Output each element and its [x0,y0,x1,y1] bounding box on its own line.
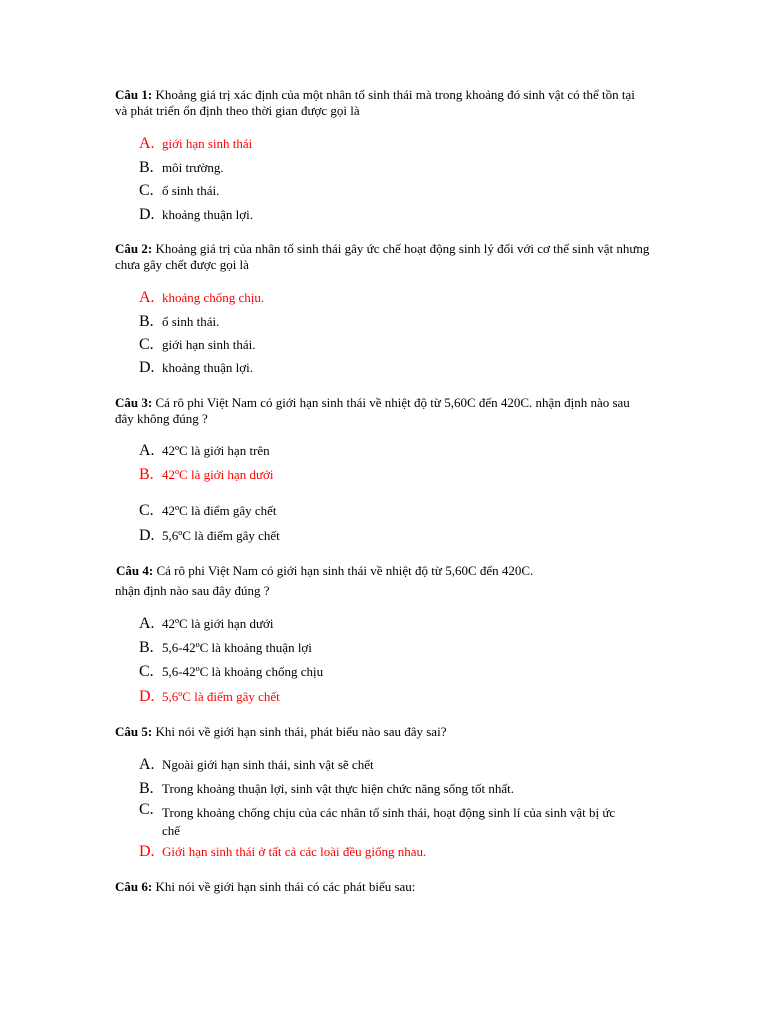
option-b [139,640,649,656]
option-c [139,183,649,199]
option-letter: D. [139,527,155,544]
option-text: giới hạn sinh thái. [162,337,256,352]
option-text: 5,6ºC là điểm gây chết [162,528,280,543]
option-letter: B. [139,780,154,797]
option-text: 5,6-42ºC là khoảng chống chịu [162,664,324,679]
question-6 [115,879,650,895]
option-a [139,616,649,632]
option-text: ổ sinh thái. [162,314,220,329]
question-4 [116,563,651,579]
option-text: 42ºC là giới hạn dưới [162,467,274,482]
option-text: 42ºC là giới hạn trên [162,443,270,458]
option-a [139,290,649,306]
option-letter: A. [139,756,155,773]
option-letter: B. [139,639,154,656]
option-c [139,503,649,519]
option-letter: D. [139,688,155,705]
option-d [139,844,649,860]
option-letter: B. [139,466,154,483]
option-d [139,528,649,544]
option-letter: A. [139,442,155,459]
question-label: Câu 1: [115,87,153,102]
question-5 [115,724,650,740]
question-text: Khi nói về giới hạn sinh thái có các phát biểu sau: [155,879,416,894]
option-letter: C. [139,336,154,353]
option-b [139,467,649,483]
option-text: Giới hạn sinh thái ở tất cả các loài đều giống nhau. [162,844,427,859]
question-text: Khoảng giá trị xác định của một nhân tố sinh thái mà trong khoảng đó sinh vật có thể tồn tại và phát triển ổn định theo thời gian được gọi là [115,87,635,118]
question-text: Khoảng giá trị của nhân tố sinh thái gây ức chế hoạt động sinh lý đối với cơ thể sinh vật nhưng chưa gây chết được gọi là [115,241,650,272]
option-b [139,314,649,330]
option-d [139,360,649,376]
option-text: khoảng thuận lợi. [162,360,253,375]
option-c [139,664,649,680]
option-letter: A. [139,289,155,306]
option-b [139,781,649,797]
question-1 [115,87,650,119]
option-text: ổ sinh thái. [162,183,220,198]
option-letter: D. [139,843,155,860]
option-text: khoảng thuận lợi. [162,207,253,222]
question-2 [115,241,650,273]
option-a [139,757,649,773]
option-letter: D. [139,359,155,376]
option-letter: D. [139,206,155,223]
option-letter: A. [139,615,155,632]
option-b [139,160,649,176]
option-letter: B. [139,159,154,176]
option-text: Trong khoảng chống chịu của các nhân tố sinh thái, hoạt động sinh lí của sinh vật bị ức chế [162,805,616,838]
option-d [139,689,649,705]
option-text: 42ºC là giới hạn dưới [162,616,274,631]
question-label: Câu 5: [115,724,153,739]
question-text: Khi nói về giới hạn sinh thái, phát biểu nào sau đây sai? [155,724,447,739]
question-label: Câu 6: [115,879,153,894]
question-text-line1: Cá rô phi Việt Nam có giới hạn sinh thái về nhiệt độ từ 5,60C đến 420C. [156,563,534,578]
option-text: Trong khoảng thuận lợi, sinh vật thực hiện chức năng sống tốt nhất. [162,781,514,796]
option-c [139,801,649,840]
option-text: khoảng chống chịu. [162,290,265,305]
option-letter: C. [139,182,154,199]
option-letter: A. [139,135,155,152]
question-4-line2 [115,583,650,599]
option-letter: C. [139,801,154,818]
question-label: Câu 4: [116,563,154,578]
option-a [139,136,649,152]
question-label: Câu 3: [115,395,153,410]
option-text: môi trường. [162,160,224,175]
option-text: giới hạn sinh thái [162,136,253,151]
question-label: Câu 2: [115,241,153,256]
option-text: 5,6-42ºC là khoảng thuận lợi [162,640,312,655]
question-text: Cá rô phi Việt Nam có giới hạn sinh thái về nhiệt độ từ 5,60C đến 420C. nhận định nào sau đây không đúng ? [115,395,630,426]
option-letter: C. [139,663,154,680]
option-d [139,207,649,223]
option-text: 42ºC là điểm gây chết [162,503,277,518]
question-text-line2: nhận định nào sau đây đúng ? [115,583,270,598]
option-text: 5,6ºC là điểm gây chết [162,689,280,704]
option-letter: B. [139,313,154,330]
option-text: Ngoài giới hạn sinh thái, sinh vật sẽ chết [162,757,374,772]
option-a [139,443,649,459]
option-letter: C. [139,502,154,519]
question-3 [115,395,650,427]
option-c [139,337,649,353]
